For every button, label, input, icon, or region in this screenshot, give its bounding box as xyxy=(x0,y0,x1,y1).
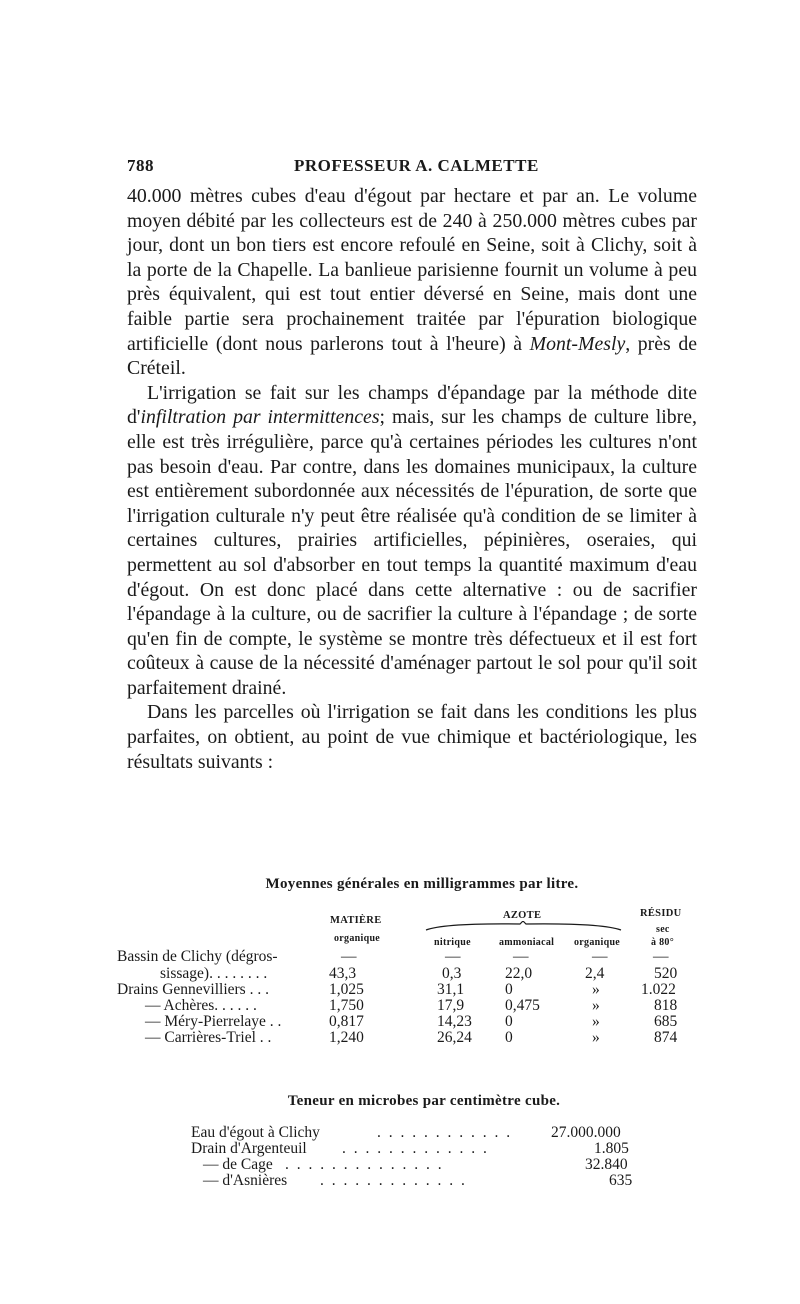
t2-row1-dots: . . . . . . . . . . . . xyxy=(377,1124,513,1141)
row5-ammoniacal: 0 xyxy=(505,1029,513,1046)
t2-row2-value: 1.805 xyxy=(594,1140,629,1157)
row3-ammoniacal: 0,475 xyxy=(505,997,540,1014)
page-number: 788 xyxy=(127,156,154,175)
col-matiere-header: MATIÈRE xyxy=(330,915,382,926)
row5-label: — Carrières-Triel . . xyxy=(145,1029,272,1046)
row3-nitrique: 17,9 xyxy=(437,997,465,1014)
paragraph-1-text: 40.000 mètres cubes d'eau d'égout par hectare et par an. Le volume moyen débité par les collecteurs est de 240 à 250.000 mètres cubes par jour, dont un bon tiers est encore refoulé en Seine, soit à Clichy, soit à la porte de la Chapelle. La banlieue parisienne fournit un volume à peu près équivalent, qui est tout entier déversé en Seine, mais dont une faible partie sera prochainement traitée par l'épuration biologique artificielle (dont nous parlerons tout à l'heure) à xyxy=(127,185,697,355)
row4-organique: » xyxy=(592,1013,600,1030)
row2-ammoniacal: 0 xyxy=(505,981,513,998)
paragraph-2-start: L'irrigation se fait sur les champs d'épandage par la méthode dite d' xyxy=(127,381,697,429)
row1-nitrique: 0,3 xyxy=(442,965,462,982)
col-azote-header: AZOTE xyxy=(503,910,542,921)
row5-nitrique: 26,24 xyxy=(437,1029,472,1046)
dash-organique: — xyxy=(592,948,608,965)
row4-nitrique: 14,23 xyxy=(437,1013,472,1030)
col-ammoniacal-header: ammoniacal xyxy=(499,937,555,948)
paragraph-3-text: Dans les parcelles où l'irrigation se fait dans les conditions les plus parfaites, on obtient, au point de vue chimique et bactériologique, les résultats suivants : xyxy=(127,701,697,773)
row2-organique: » xyxy=(592,981,600,998)
row2-nitrique: 31,1 xyxy=(437,981,465,998)
t2-row4-value: 635 xyxy=(609,1172,633,1189)
row4-residu: 685 xyxy=(654,1013,678,1030)
row1-label: Bassin de Clichy (dégros- xyxy=(117,948,278,965)
t2-row2-label: Drain d'Argenteuil xyxy=(191,1140,307,1157)
table1-caption: Moyennes générales en milligrammes par litre. xyxy=(265,876,579,892)
table2-caption: Teneur en microbes par centimètre cube. xyxy=(287,1093,561,1109)
row1-matiere: 43,3 xyxy=(329,965,357,982)
t2-row3-label: — de Cage xyxy=(203,1156,273,1173)
row3-matiere: 1,750 xyxy=(329,997,364,1014)
t2-row1-label: Eau d'égout à Clichy xyxy=(191,1124,320,1141)
row5-organique: » xyxy=(592,1029,600,1046)
method-italic: infiltration par intermittences xyxy=(140,406,380,429)
row1-label-cont: sissage). . . . . . . . xyxy=(160,965,268,982)
body-text xyxy=(127,184,697,774)
row1-ammoniacal: 22,0 xyxy=(505,965,533,982)
azote-brace xyxy=(425,921,622,931)
paragraph-2 xyxy=(127,381,697,701)
row4-ammoniacal: 0 xyxy=(505,1013,513,1030)
t2-row2-dots: . . . . . . . . . . . . . xyxy=(342,1140,489,1157)
col-nitrique-header: nitrique xyxy=(434,937,471,948)
t2-row4-label: — d'Asnières xyxy=(203,1172,288,1189)
col-organique-header: organique xyxy=(574,937,621,948)
paragraph-2-rest: ; mais, sur les champs de culture libre, elle est très irrégulière, parce qu'à certaines périodes les cultures n'ont pas besoin d'eau. Par contre, dans les domaines municipaux, la culture est entièrement subordonnée aux nécessités de l'épuration, de sorte que l'irrigation culturale n'y peut être réalisée qu'à condition de se limiter à certaines cultures, prairies artificielles, pépinières, oseraies, qui permettent au sol d'absorber en tout temps la quantité maximum d'eau d'égout. On est donc placé dans cette alternative : ou de sacrifier l'épandage à la culture, ou de sacrifier la culture à l'épandage ; de sorte qu'en fin de compte, le système se montre très défectueux et il est fort coûteux à cause de la nécessité d'aménager partout le sol pour qu'il soit parfaitement drainé. xyxy=(127,406,697,699)
row3-organique: » xyxy=(592,997,600,1014)
row3-label: — Achères. . . . . . xyxy=(145,997,257,1014)
col-residu-sub1: sec xyxy=(656,924,670,935)
paragraph-3 xyxy=(127,700,697,774)
t2-row1-value: 27.000.000 xyxy=(551,1124,621,1141)
row5-matiere: 1,240 xyxy=(329,1029,364,1046)
row5-residu: 874 xyxy=(654,1029,678,1046)
place-name-italic: Mont-Mesly xyxy=(529,332,626,355)
row4-matiere: 0,817 xyxy=(329,1013,364,1030)
row1-organique: 2,4 xyxy=(585,965,605,982)
col-residu-sub2: à 80° xyxy=(651,937,674,948)
dash-ammoniacal: — xyxy=(513,948,529,965)
dash-residu: — xyxy=(653,948,669,965)
t2-row3-value: 32.840 xyxy=(585,1156,628,1173)
t2-row3-dots: . . . . . . . . . . . . . . xyxy=(285,1156,444,1173)
paragraph-1-end: , près de Créteil. xyxy=(127,332,697,380)
row3-residu: 818 xyxy=(654,997,678,1014)
row2-label: Drains Gennevilliers . . . xyxy=(117,981,269,998)
paragraph-1 xyxy=(127,184,697,381)
col-residu-header: RÉSIDU xyxy=(640,908,682,919)
row2-matiere: 1,025 xyxy=(329,981,364,998)
row1-residu: 520 xyxy=(654,965,678,982)
row2-residu: 1.022 xyxy=(641,981,676,998)
dash-nitrique: — xyxy=(445,948,461,965)
row4-label: — Méry-Pierrelaye . . xyxy=(145,1013,282,1030)
col-matiere-sub: organique xyxy=(334,933,381,944)
page-header xyxy=(127,156,697,180)
t2-row4-dots: . . . . . . . . . . . . . xyxy=(320,1172,467,1189)
running-title: PROFESSEUR A. CALMETTE xyxy=(294,156,539,175)
dash-matiere: — xyxy=(341,948,357,965)
